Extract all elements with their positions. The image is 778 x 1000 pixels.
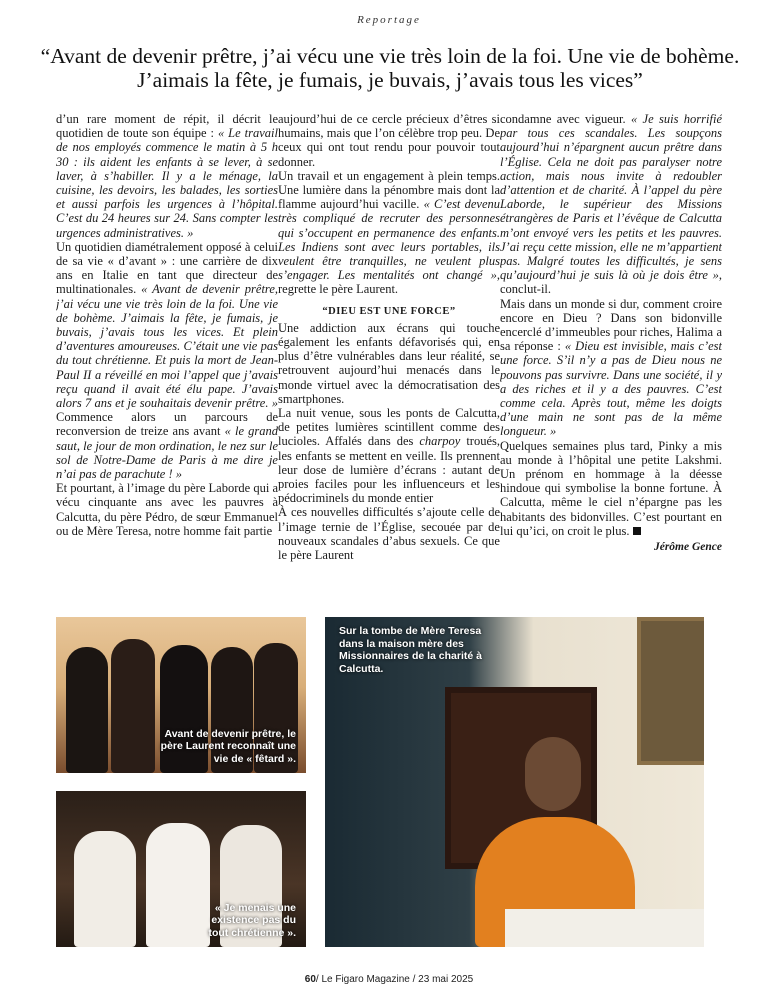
quote-text: « Je suis horrifié par tous ces scandales. Les soupçons aujourd’hui n’épargnent aucun prêtre dans l’Église. Cela ne doit pas paralyser notre action, mais nous invite à redoubler d’attention et de charité. À l’appel du père Laborde, le supérieur des Missions étrangères de Paris et l’évêque de Calcutta m’ont envoyé vers les petits et les pauvres. J’ai reçu cette mission, elle ne m’appartient pas. Malgré toutes les difficultés, je sens qu’aujourd’hui je suis là où je dois être » — [500, 112, 722, 283]
paragraph — [56, 240, 278, 481]
framed-portrait — [637, 617, 704, 765]
text-run: d’un rare moment de répit, il décrit le quotidien de toute son équipe : — [56, 112, 278, 141]
text-run: condamne avec vigueur. — [500, 112, 631, 126]
article-column-2 — [278, 112, 500, 606]
paragraph — [56, 481, 278, 538]
end-mark-icon — [633, 527, 641, 535]
text-run: La nuit venue, sous les ponts de Calcutta, de petites lumières scintillent comme des lucioles. Affalés dans des — [278, 406, 500, 449]
text-run: , conclut-il. — [500, 268, 722, 297]
paragraph — [500, 439, 722, 538]
paragraph — [278, 169, 500, 297]
pull-quote: “Avant de devenir prêtre, j’ai vécu une vie très loin de la foi. Une vie de bohème. J’aimais la fête, je fumais, je buvais, j’avais tous les vices” — [40, 44, 740, 92]
text-run: Et pourtant, à l’image du père Laborde qui a vécu cinquante ans avec les pauvres à Calcutta, du père Pédro, de sœur Emmanuel ou de Mère Teresa, notre homme fait partie — [56, 481, 278, 538]
photo-caption: Avant de devenir prêtre, le père Laurent reconnaît une vie de « fêtard ». — [160, 727, 296, 765]
text-run: Quelques semaines plus tard, Pinky a mis au monde à l’hôpital une petite Lakshmi. Un prénom en hommage à la déesse hindoue qui symbolise la bonne fortune. À Calcutta, même le ciel n’épargne pas les habitants des bidonvilles. C’est pourtant en lui qu’ici, on croit le plus. — [500, 438, 722, 538]
paragraph — [500, 297, 722, 439]
page-number: 60 — [304, 974, 316, 985]
quote-text: « Avant de devenir prêtre, j’ai vécu une vie très loin de la foi. Une vie de bohème. J’aimais la fête, je fumais, je buvais, j’avais tous les vices. Et plein d’aventures amoureuses. C’était une vie pas du tout chrétienne. Et puis la mort de Jean-Paul II a réveillé en moi l’appel que j’avais reçu quand il avait été élu pape. J’avais alors 7 ans et je souhaitais devenir prêtre. » — [56, 282, 278, 411]
paragraph — [500, 112, 722, 297]
italic-word: charpoy — [419, 434, 461, 449]
quote-text: « C’est devenu très compliqué de recruter des personnes qui s’occupent en permanence des enfants. Les Indiens sont avec leurs portables, ils veulent être tranquilles, ne veulent plus s’engager. Les mentalités ont changé » — [278, 197, 500, 283]
person-figure — [74, 831, 136, 947]
quote-text: « Le travail de nos employés commence le matin à 5 h 30 : ils aident les enfants à se lever, à se laver, à s’habiller. Il y a le ménage, la cuisine, les devoirs, les balades, les sorties et aussi parfois les urgences à l’hôpital. C’est du 24 heures sur 24. Sans compter les urgences administratives. » — [56, 126, 278, 240]
table-surface — [505, 909, 704, 947]
priest-head — [525, 737, 581, 811]
toga-party-photo — [56, 791, 306, 947]
quote-text: « Dieu est invisible, mais c’est une force. S’il n’y a pas de Dieu nous ne pouvons pas survivre. Dans une société, il y a des riches et il y a des pauvres. C’est comme cela. Après tout, même les doigts d’une main ne sont pas de la même longueur. » — [500, 339, 722, 439]
article-column-1 — [56, 112, 278, 606]
person-figure — [66, 647, 108, 773]
paragraph: Une addiction aux écrans qui touche également les enfants défavorisés qui, en plus d’être vulnérables dans leur réalité, se retrouvent aujourd’hui menacés dans le monde virtuel avec la démocratisation des smartphones. — [278, 320, 500, 406]
text-run: Mais dans un monde si dur, comment croire encore en Dieu ? Dans son bidonville encerclé d’immeubles pour riches, Halima a sa réponse : — [500, 296, 722, 354]
author-signature: Jérôme Gence — [653, 541, 722, 554]
photo-caption: « Je menais une existence pas du tout chrétienne ». — [208, 901, 296, 939]
paragraph — [56, 112, 278, 240]
section-subhead: “DIEU EST UNE FORCE” — [322, 305, 456, 317]
section-rubric: Reportage — [357, 14, 421, 26]
publication-info: / Le Figaro Magazine / 23 mai 2025 — [315, 974, 474, 985]
paragraph — [278, 406, 500, 505]
text-run: , regrette le père Laurent. — [278, 268, 500, 297]
quote-text: « le grand saut, le jour de mon ordination, le nez sur le sol de Notre-Dame de Paris à me dire je n’ai pas de parachute ! » — [56, 424, 278, 482]
text-run: Un travail et un engagement à plein temps. Une lumière dans la pénombre mais dont la flamme aujourd’hui vacille. — [278, 168, 500, 212]
paragraph: À ces nouvelles difficultés s’ajoute celle de l’image ternie de l’Église, secouée par de nouveaux scandales d’abus sexuels. Ce que le père Laurent — [278, 505, 500, 563]
text-run: troués, les enfants se mettent en veille. Ils prennent leur dose de lumière d’écrans : autant de proies faciles pour les influenceurs et les pédocriminels du monde entier — [278, 434, 500, 506]
priest-photo — [325, 617, 704, 947]
person-figure — [111, 639, 155, 773]
article-column-3 — [500, 112, 722, 606]
photo-caption: Sur la tombe de Mère Teresa dans la maison mère des Missionnaires de la charité à Calcutta. — [339, 625, 482, 675]
text-run: Commence alors un parcours de reconversion de treize ans avant — [56, 410, 278, 439]
page-footer — [0, 974, 778, 985]
paragraph: aujourd’hui de ce cercle précieux d’êtres si humains, mais que l’on célèbre trop peu. De ceux qui ont tout rendu pour pouvoir tout donner. — [278, 112, 500, 169]
text-run: Un quotidien diamétralement opposé à celui de sa vie « d’avant » : une carrière de dix ans en Italie en tant que directeur de multinationales. — [56, 239, 278, 297]
party-photo — [56, 617, 306, 773]
